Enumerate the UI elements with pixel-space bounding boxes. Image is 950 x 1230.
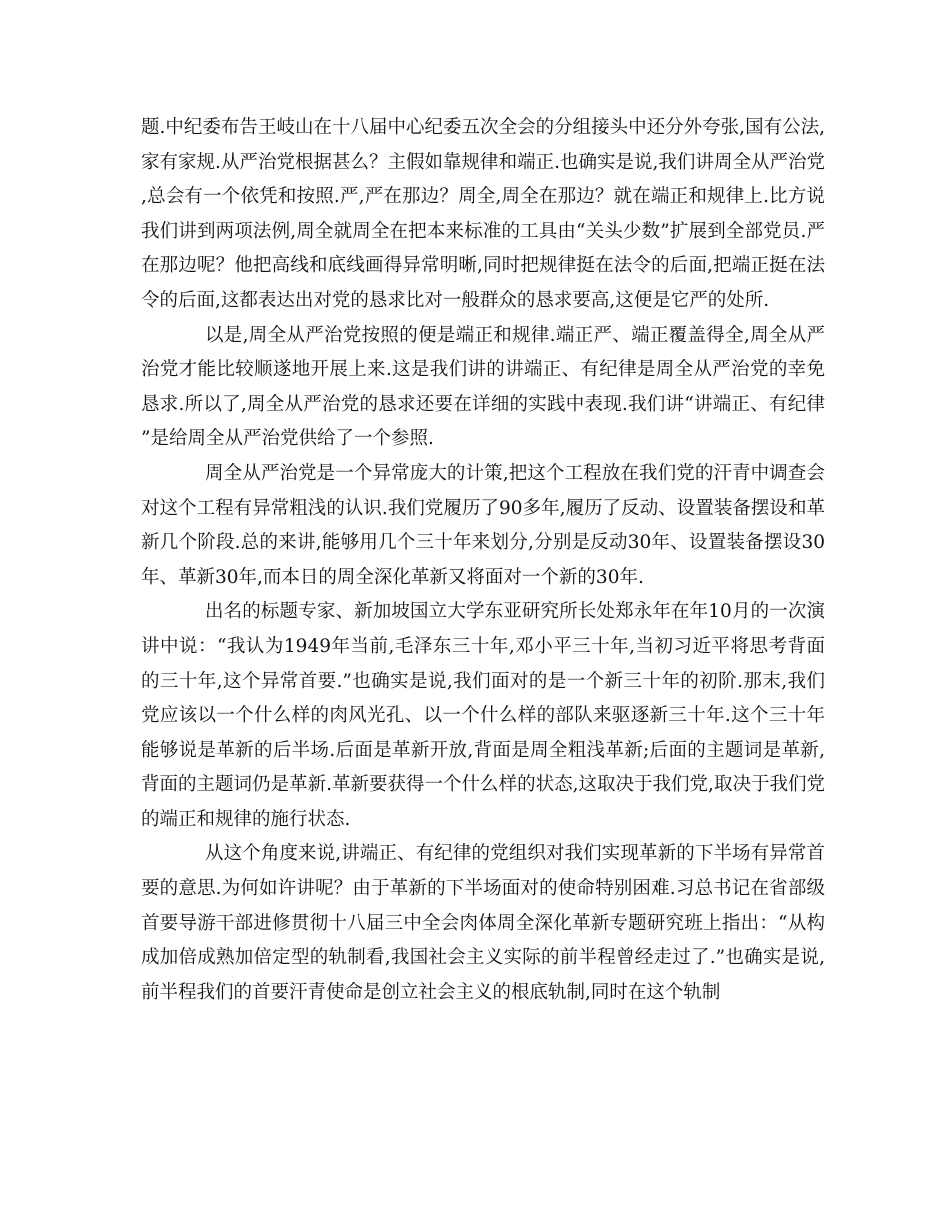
paragraph-1: 题.中纪委布告王岐山在十八届中心纪委五次全会的分组接头中还分外夸张,国有公法,家有家规.从严治党根据甚么？主假如靠规律和端正.也确实是说,我们讲周全从严治党,总会有一个依凭和按照.严,严在那边？周全,周全在那边？就在端正和规律上.比方说我们讲到两项法例,周全就周全在把本来标准的工具由“关头少数”扩展到全部党员.严在那边呢？他把高线和底线画得异常明晰,同时把规律挺在法令的后面,把端正挺在法令的后面,这都表达出对党的恳求比对一般群众的恳求要高,这便是它严的处所. [141,117,825,311]
paragraph-2: 以是,周全从严治党按照的便是端正和规律.端正严、端正覆盖得全,周全从严治党才能比较顺遂地开展上来.这是我们讲的讲端正、有纪律是周全从严治党的幸免恳求.所以了,周全从严治党的恳求还要在详细的实践中表现.我们讲“讲端正、有纪律”是给周全从严治党供给了一个参照. [141,324,825,450]
document-body [141,111,825,1010]
paragraph-5: 从这个角度来说,讲端正、有纪律的党组织对我们实现革新的下半场有异常首要的意思.为何如许讲呢？由于革新的下半场面对的使命特别困难.习总书记在省部级首要导游干部进修贯彻十八届三中全会肉体周全深化革新专题研究班上指出：“从构成加倍成熟加倍定型的轨制看,我国社会主义实际的前半程曾经走过了.”也确实是说,前半程我们的首要汗青使命是创立社会主义的根底轨制,同时在这个轨制 [141,843,825,1003]
paragraph-4: 出名的标题专家、新加坡国立大学东亚研究所长处郑永年在年10月的一次演讲中说：“我认为1949年当前,毛泽东三十年,邓小平三十年,当初习近平将思考背面的三十年,这个异常首要.”也确实是说,我们面对的是一个新三十年的初阶.那末,我们党应该以一个什么样的肉风光孔、以一个什么样的部队来驱逐新三十年.这个三十年能够说是革新的后半场.后面是革新开放,背面是周全粗浅革新;后面的主题词是革新,背面的主题词仍是革新.革新要获得一个什么样的状态,这取决于我们党,取决于我们党的端正和规律的施行状态. [141,601,825,830]
paragraph-3: 周全从严治党是一个异常庞大的计策,把这个工程放在我们党的汗青中调查会对这个工程有异常粗浅的认识.我们党履历了90多年,履历了反动、设置装备摆设和革新几个阶段.总的来讲,能够用几个三十年来划分,分别是反动30年、设置装备摆设30年、革新30年,而本日的周全深化革新又将面对一个新的30年. [141,462,825,588]
